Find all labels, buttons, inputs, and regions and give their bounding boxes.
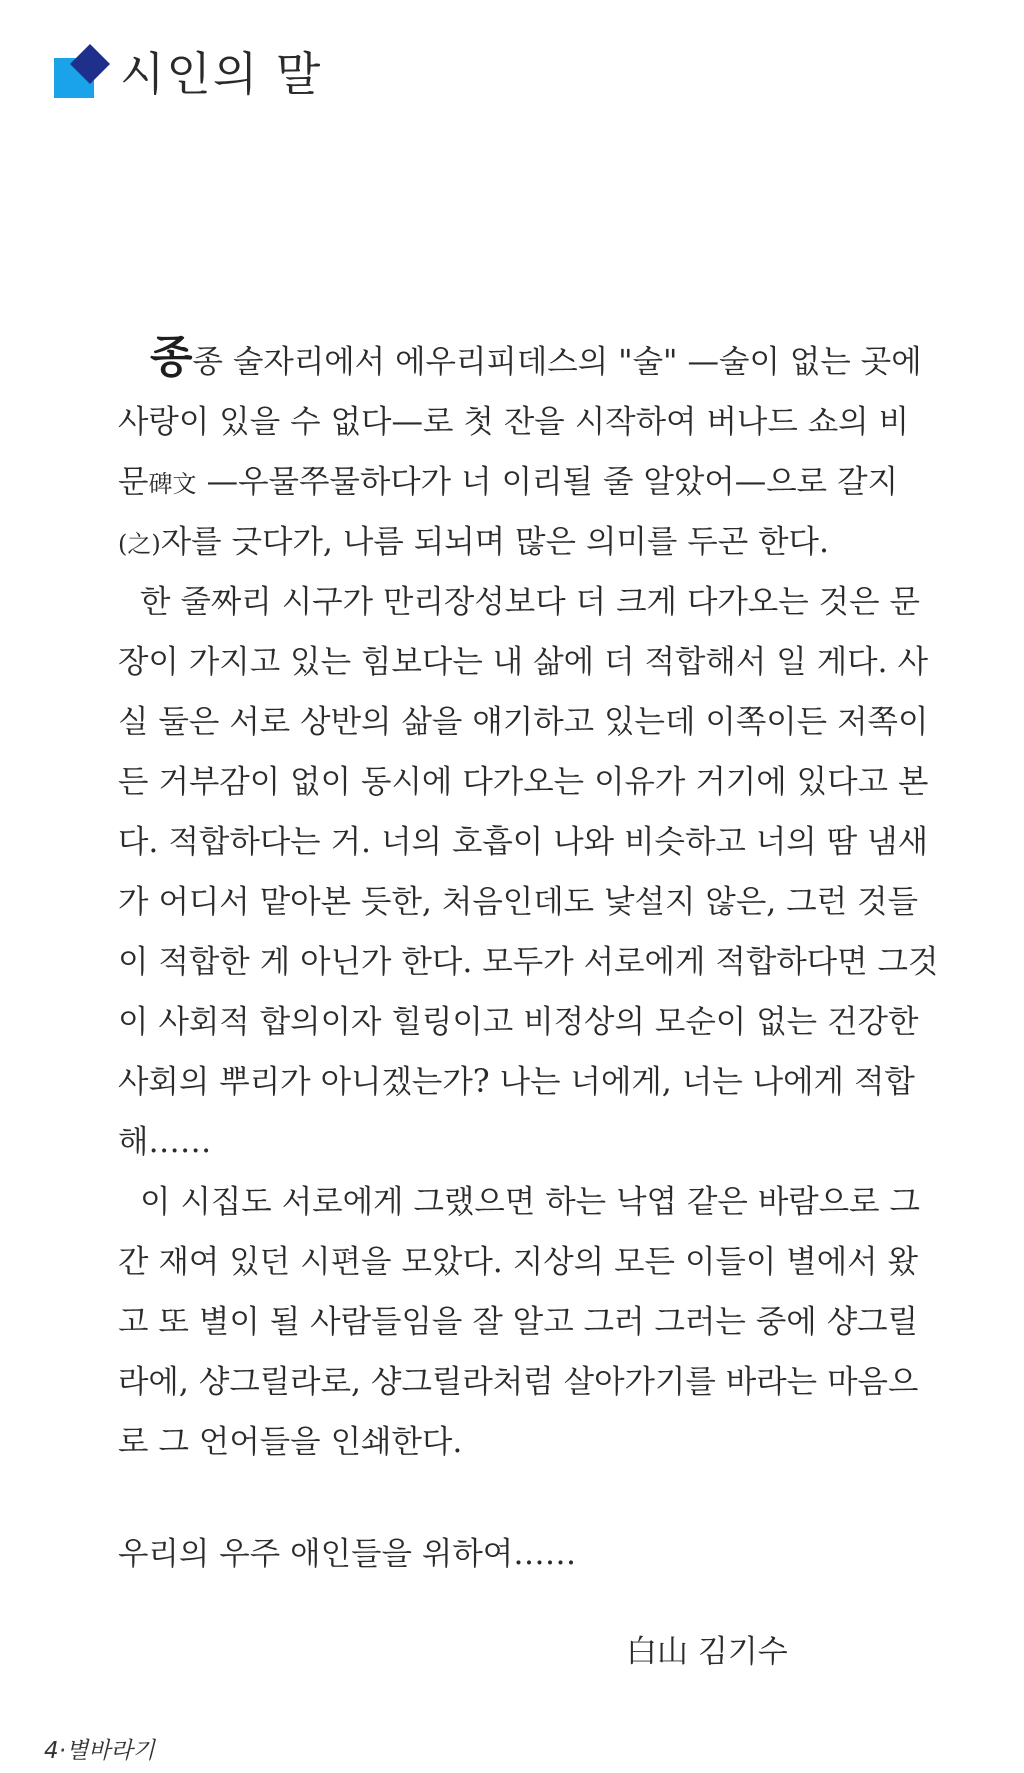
preface-line: 종종 술자리에서 에우리피데스의 "술" —술이 없는 곳에 xyxy=(150,332,922,383)
page-header xyxy=(54,44,454,104)
preface-line: 이 적합한 게 아닌가 한다. 모두가 서로에게 적합하다면 그것 xyxy=(118,944,939,980)
preface-line: 가 어디서 맡아본 듯한, 처음인데도 낯설지 않은, 그런 것들 xyxy=(118,884,918,920)
page-title: 시인의 말 xyxy=(120,47,323,101)
preface-line: 이 시집도 서로에게 그랬으면 하는 낙엽 같은 바람으로 그 xyxy=(140,1184,920,1220)
preface-body xyxy=(118,332,939,1584)
preface-line: 이 사회적 합의이자 힐링이고 비정상의 모순이 없는 건강한 xyxy=(118,1004,919,1040)
dedication: 우리의 우주 애인들을 위하여…… xyxy=(118,1536,577,1572)
preface-line: 실 둘은 서로 상반의 삶을 얘기하고 있는데 이쪽이든 저쪽이 xyxy=(118,704,929,740)
author-signature: 白山 김기수 xyxy=(626,1634,788,1670)
preface-line: 간 재여 있던 시편을 모았다. 지상의 모든 이들이 별에서 왔 xyxy=(118,1244,918,1280)
title-marker-icon xyxy=(54,44,112,104)
hanja-annotation: 碑文 xyxy=(148,470,197,498)
preface-line: (之)자를 긋다가, 나름 되뇌며 많은 의미를 두곤 한다. xyxy=(118,524,830,560)
preface-line: 한 줄짜리 시구가 만리장성보다 더 크게 다가오는 것은 문 xyxy=(140,584,920,620)
preface-line: 문碑文 —우물쭈물하다가 너 이리될 줄 알았어—으로 갈지 xyxy=(118,464,898,500)
hanja-annotation: (之) xyxy=(118,530,161,558)
preface-line: 고 또 별이 될 사람들임을 잘 알고 그러 그러는 중에 샹그릴 xyxy=(118,1304,918,1340)
preface-line: 해…… xyxy=(118,1124,212,1160)
preface-line: 로 그 언어들을 인쇄한다. xyxy=(118,1424,463,1460)
preface-line: 사랑이 있을 수 없다—로 첫 잔을 시작하여 버나드 쇼의 비 xyxy=(118,404,910,440)
preface-line: 사회의 뿌리가 아니겠는가? 나는 너에게, 너는 나에게 적합 xyxy=(118,1064,915,1100)
preface-line: 든 거부감이 없이 동시에 다가오는 이유가 거기에 있다고 본 xyxy=(118,764,929,800)
preface-line: 다. 적합하다는 거. 너의 호흡이 나와 비슷하고 너의 땀 냄새 xyxy=(118,824,929,860)
page-number-label: 4·별바라기 xyxy=(44,1738,155,1764)
preface-line: 장이 가지고 있는 힘보다는 내 삶에 더 적합해서 일 게다. 사 xyxy=(118,644,929,680)
dropcap: 종 xyxy=(150,332,193,383)
preface-line: 라에, 샹그릴라로, 샹그릴라처럼 살아가기를 바라는 마음으 xyxy=(118,1364,919,1400)
